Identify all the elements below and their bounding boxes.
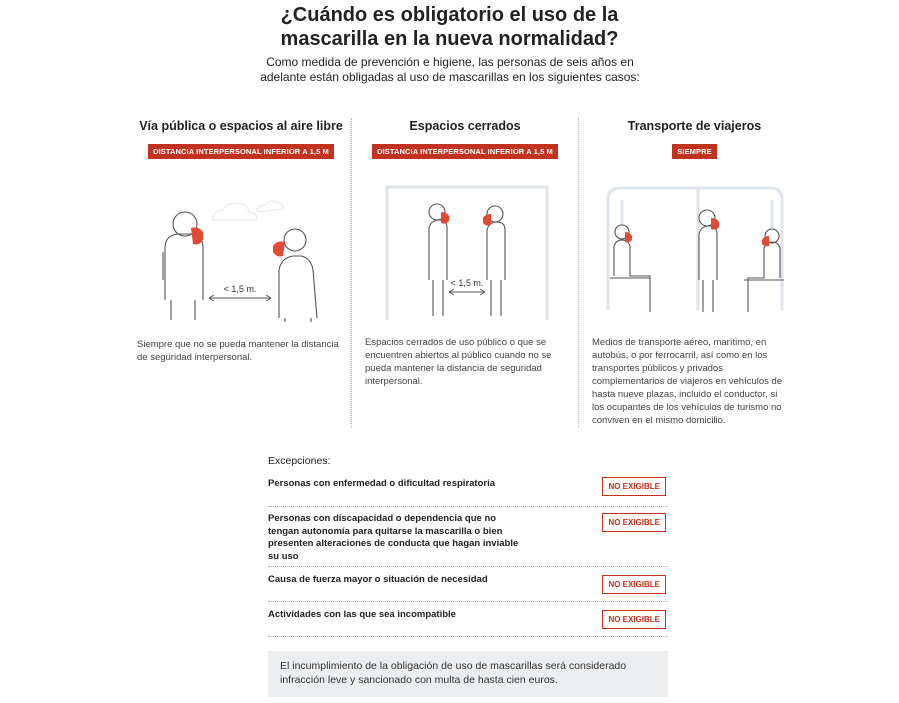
exceptions-heading: Excepciones: bbox=[268, 455, 331, 467]
column-title: Vía pública o espacios al aire libre bbox=[139, 119, 343, 133]
exception-row bbox=[268, 609, 668, 637]
mask-icon bbox=[625, 232, 632, 242]
not-required-badge: NO EXIGIBLE bbox=[602, 575, 666, 594]
page-title bbox=[0, 3, 899, 51]
title-line-1: ¿Cuándo es obligatorio el uso de la bbox=[280, 4, 619, 26]
condition-tag: SIEMPRE bbox=[672, 144, 716, 159]
distance-label: < 1,5 m. bbox=[223, 284, 257, 294]
exception-label: Personas con enfermedad o dificultad respiratoria bbox=[268, 478, 496, 489]
exception-row bbox=[268, 574, 668, 602]
condition-tag: DISTANCIA INTERPERSONAL INFERIOR A 1,5 M bbox=[372, 144, 558, 159]
mask-icon bbox=[273, 242, 285, 257]
exception-row bbox=[268, 477, 668, 507]
intro-text: Como medida de prevención e higiene, las personas de seis años en adelante están obligadas al uso de mascarillas en los siguientes casos: bbox=[260, 55, 640, 84]
column-description: Espacios cerrados de uso público o que se encuentren abiertos al público cuando no se pueda mantener la distancia de seguridad interpersonal. bbox=[365, 337, 552, 387]
column-divider bbox=[578, 118, 579, 428]
room-frame-icon bbox=[387, 187, 547, 320]
exceptions-section bbox=[268, 455, 668, 637]
not-required-badge: NO EXIGIBLE bbox=[602, 477, 666, 496]
column-transport bbox=[582, 118, 807, 428]
mask-icon bbox=[191, 228, 203, 245]
mask-icon bbox=[711, 218, 719, 230]
mask-icon bbox=[762, 236, 769, 246]
penalty-note: El incumplimiento de la obligación de uso de mascarillas será considerado infracción leve y sancionado con multa de hasta cien euros. bbox=[268, 651, 668, 697]
not-required-badge: NO EXIGIBLE bbox=[602, 513, 666, 532]
vehicle-frame-icon bbox=[608, 188, 782, 310]
distance-arrow-icon bbox=[449, 289, 485, 295]
condition-tag: DISTANCIA INTERPERSONAL INFERIOR A 1,5 M bbox=[148, 144, 334, 159]
exception-label: Actividades con las que sea incompatible bbox=[268, 609, 456, 620]
mask-icon bbox=[483, 214, 491, 226]
exception-label: Causa de fuerza mayor o situación de necesidad bbox=[268, 574, 488, 585]
column-outdoor bbox=[135, 118, 347, 428]
column-title: Transporte de viajeros bbox=[627, 119, 762, 133]
mask-icon bbox=[441, 212, 449, 224]
title-line-2: mascarilla en la nueva normalidad? bbox=[280, 28, 619, 50]
cloud-icon bbox=[213, 201, 283, 220]
column-divider bbox=[351, 118, 352, 428]
column-description: Siempre que no se pueda mantener la distancia de seguridad interpersonal. bbox=[137, 339, 339, 363]
column-description: Medios de transporte aéreo, marítimo, en autobús, o por ferrocarril, así como en los transportes públicos y privados complementarios de viajeros en vehículos de hasta nueve plazas, incluido el conductor, si los ocupantes de los vehículos de turismo no conviven en el mismo domicilio. bbox=[592, 337, 783, 426]
distance-label: < 1,5 m. bbox=[450, 278, 484, 288]
distance-arrow-icon bbox=[209, 295, 271, 301]
not-required-badge: NO EXIGIBLE bbox=[602, 610, 666, 629]
column-title: Espacios cerrados bbox=[409, 119, 521, 133]
column-indoor bbox=[355, 118, 575, 428]
exception-row bbox=[268, 513, 668, 567]
exception-label: Personas con discapacidad o dependencia que no tengan autonomía para quitarse la mascarilla o bien presenten alteraciones de conducta que hagan inviable su uso bbox=[268, 513, 519, 562]
